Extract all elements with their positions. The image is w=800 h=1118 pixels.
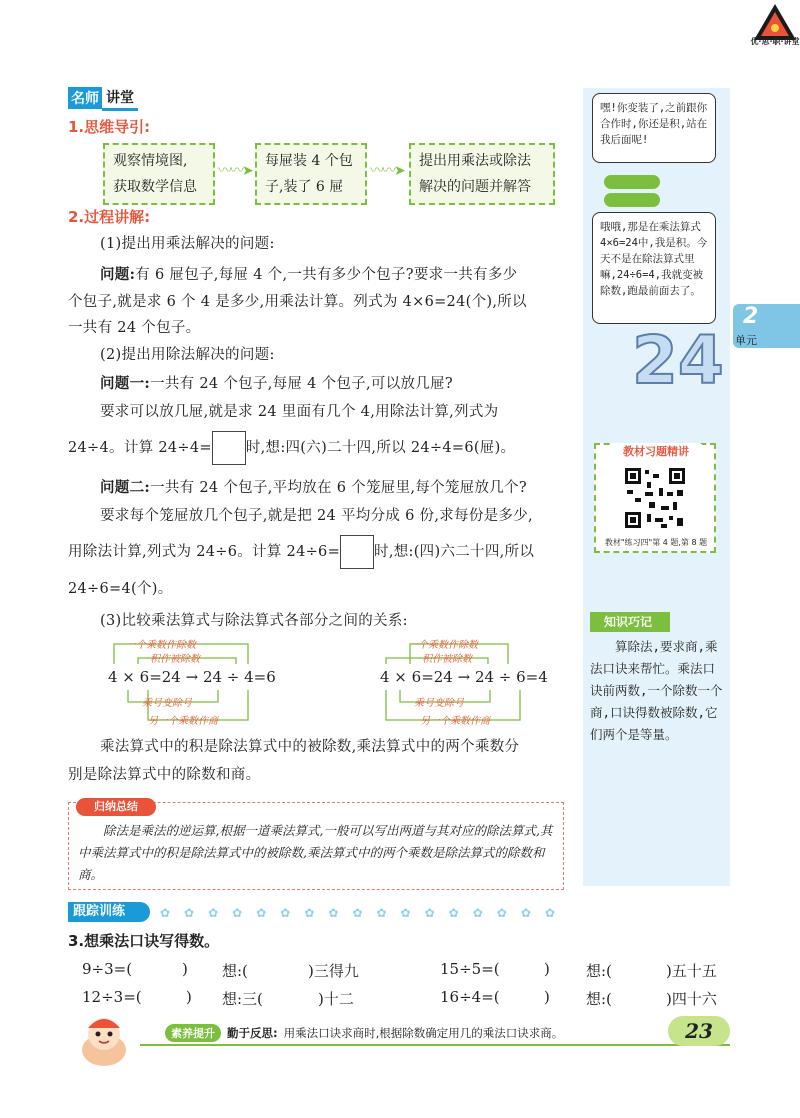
speech-bubble-1: 嘿!你变装了,之前跟你合作时,你还是积,站在我后面呢! [592,93,716,163]
section1-title: 1.思维导引: [68,118,151,136]
footer-label: 勤于反思: [227,1026,278,1040]
speech-bubble-2: 哦哦,那是在乘法算式4×6=24中,我是积。今天不是在除法算式里嘛,24÷6=4,我就变被除数,跑最前面去了。 [592,212,716,324]
paw-decoration: ✿✿✿✿✿✿✿✿✿✿✿✿✿✿✿✿✿ [160,906,569,920]
part2-q2 [100,472,527,504]
unit-label: 单元 [735,334,757,347]
section-tag-b: 讲堂 [102,86,138,111]
memo-text: 算除法,要求商,乘法口诀来帮忙。乘法口诀前两数,一个除数一个商,口诀得数被除数,它们两个是等量。 [590,639,723,742]
d1-equation: 4 × 6=24 → 24 ÷ 4=6 [108,668,276,686]
r2-think2: 想:( [586,990,612,1008]
conclusion-l1: 乘法算式中的积是除法算式中的被除数,乘法算式中的两个乘数分 [100,739,520,755]
page-number: 23 [668,1016,730,1046]
section-tag [68,88,138,108]
r1-think1b: )三得九 [308,962,359,980]
flow-box-3-line2: 解决的问题并解答 [419,179,531,195]
r2-eq1: 12÷3=( [82,988,142,1006]
d2-bot2: 另一个乘数作商 [420,716,490,727]
exercise-row-2 [82,988,742,1010]
unit-number: 2 [743,304,759,329]
q2-text: 一共有 24 个包子,平均放在 6 个笼屉里,每个笼屉放几个? [150,480,527,496]
flow-box-2 [255,143,367,205]
q2-l2: 要求每个笼屉放几个包子,就是把 24 平均分成 6 份,求每份是多少, [100,508,533,524]
eyes-bar-2 [604,193,660,207]
flow-box-1-line1: 观察情境图, [113,153,188,169]
q1-l3b: 时,想:四(六)二十四,所以 24÷4=6(屉)。 [245,439,516,456]
r1-eq2: 15÷5=( [440,960,500,978]
r2-close2: ) [544,988,550,1006]
r1-think2b: )五十五 [666,962,717,980]
q2-l3 [68,535,534,569]
r1-eq1: 9÷3=( [82,960,133,978]
qr-title: 教材习题精讲 [606,443,706,461]
footer-line [140,1044,730,1046]
exercise-row-1 [82,960,742,982]
mascot-icon [64,1010,144,1068]
flow-box-1-line2: 获取数学信息 [113,179,197,195]
section-tag-a: 名师 [68,87,102,109]
unit-tab [733,304,800,348]
r2-think2b: )四十六 [666,990,717,1008]
flow-box-3 [409,143,555,205]
flow-arrow-2: 〰〰➤ [370,163,404,179]
section2-title: 2.过程讲解: [68,208,151,226]
big-number-character: 24 [632,322,724,399]
d2-bot1: 乘号变除号 [414,698,464,709]
footer-text: 用乘法口诀求商时,根据除数确定用几的乘法口诀求商。 [283,1026,564,1040]
q2-l4: 24÷6=4(个)。 [68,581,173,597]
flow-box-3-line1: 提出用乘法或除法 [419,153,531,169]
d2-top1: 一个乘数作除数 [408,640,478,651]
q2-l3a: 用除法计算,列式为 24÷6。计算 24÷6= [68,543,341,560]
d1-top1: 一个乘数作除数 [126,640,196,651]
q3-title: 3.想乘法口诀写得数。 [68,932,220,950]
summary-text: 除法是乘法的逆运算,根据一道乘法算式,一般可以写出两道与其对应的除法算式,其中乘法算式中的积是除法算式中的被除数,乘法算式中的两个乘数是除法算式的除数和商。 [78,823,553,882]
r1-close2: ) [544,960,550,978]
q1-l3a: 24÷4。计算 24÷4= [68,439,212,456]
flow-arrow-1: 〰〰➤ [218,163,252,179]
memo-title: 知识巧记 [590,612,670,632]
q1-text: 一共有 24 个包子,每屉 4 个包子,可以放几屉? [150,376,453,392]
qr-caption: 教材"练习四"第 4 题,第 8 题 [604,538,708,547]
r1-close1: ) [182,960,188,978]
part1-l3: 一共有 24 个包子。 [68,320,201,336]
flow-box-1 [103,143,215,205]
part1-heading: (1)提出用乘法解决的问题: [100,236,275,252]
r2-think1b: )十二 [318,990,354,1008]
d2-top2: 积作被除数 [422,654,472,665]
answer-blank-1[interactable] [212,431,246,465]
part1-l2: 个包子,就是求 6 个 4 是多少,用乘法计算。列式为 4×6=24(个),所以 [68,294,527,310]
flow-box-2-line1: 每屉装 4 个包 [265,153,353,169]
d1-bot1: 乘号变除号 [142,698,192,709]
relation-diagram-2 [380,636,548,728]
q1-label: 问题一: [100,375,151,392]
qr-code[interactable] [623,466,687,530]
part2-q1 [100,368,453,400]
q1-l2: 要求可以放几屉,就是求 24 里面有几个 4,用除法计算,列式为 [100,404,499,420]
answer-blank-2[interactable] [340,535,374,569]
conclusion-l2: 别是除法算式中的除数和商。 [68,767,261,783]
flow-box-2-line2: 子,装了 6 屉 [265,179,344,195]
footer-pill: 素养提升 [165,1024,221,1042]
part2-heading: (2)提出用除法解决的问题: [100,347,275,363]
q1-l3 [68,431,515,465]
r2-eq2: 16÷4=( [440,988,500,1006]
r1-think1: 想:( [222,962,248,980]
part3-heading: (3)比较乘法算式与除法算式各部分之间的关系: [100,613,408,629]
d1-bot2: 另一个乘数作商 [148,716,218,727]
training-tag: 跟踪训练 [68,902,150,922]
eyes-bar-1 [604,175,660,189]
d2-equation: 4 × 6=24 → 24 ÷ 6=4 [380,668,548,686]
q2-l3b: 时,想:(四)六二十四,所以 [374,543,535,560]
part1-l1: 有 6 屉包子,每屉 4 个,一共有多少个包子?要求一共有多少 [135,267,518,283]
q2-label: 问题二: [100,479,151,496]
part1-q-label: 问题: [100,266,136,283]
relation-diagram-1 [108,636,276,728]
summary-badge: 归纳总结 [76,798,156,816]
logo-text: 优·思·职·讲堂 [750,37,800,46]
r2-close1: ) [186,988,192,1006]
r1-think2: 想:( [586,962,612,980]
d1-top2: 积作被除数 [150,654,200,665]
r2-think1: 想:三( [222,990,263,1008]
